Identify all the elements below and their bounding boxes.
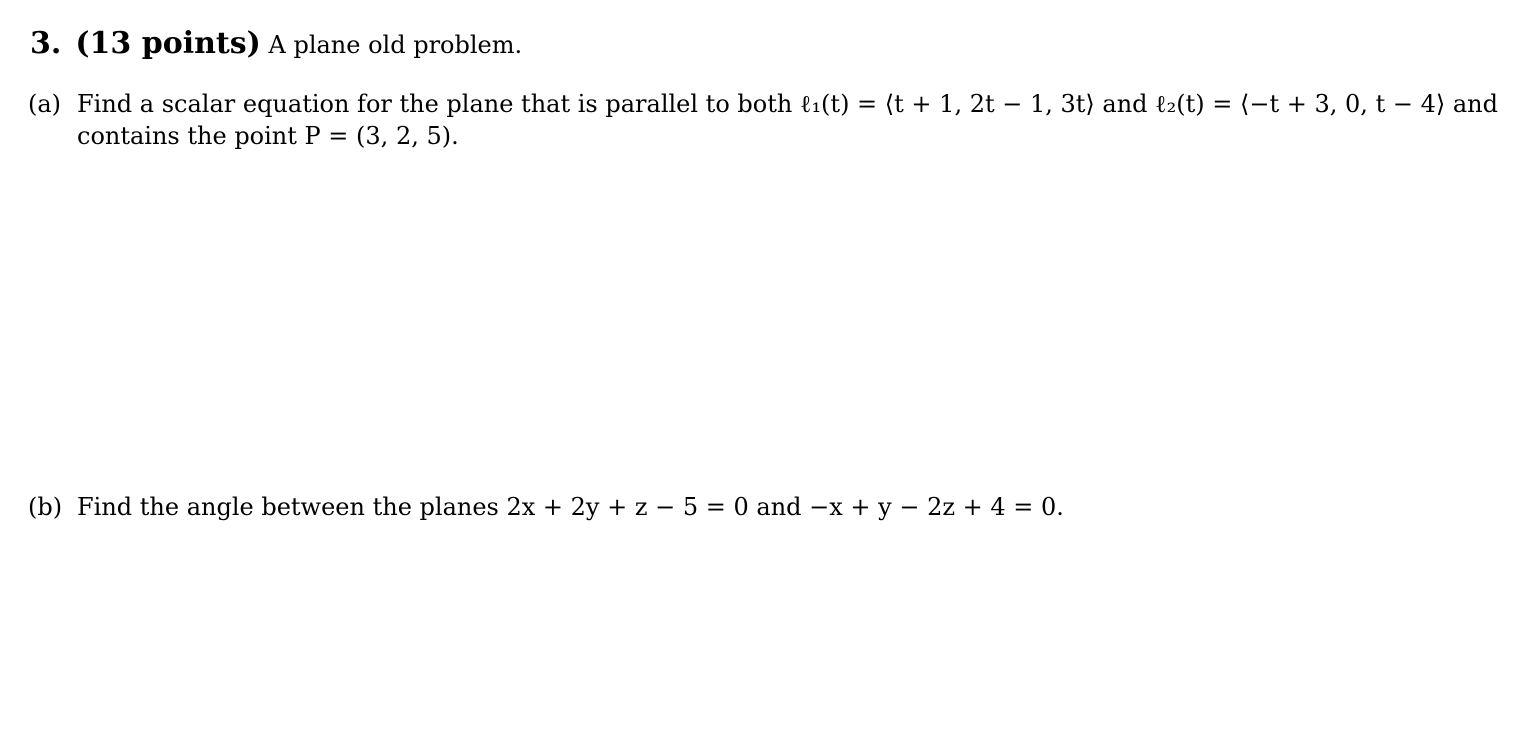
part-a-text xyxy=(77,88,1498,152)
problem-number: 3. xyxy=(30,26,62,61)
problem-title: A plane old problem. xyxy=(268,31,523,59)
part-a-line-1: Find a scalar equation for the plane that is parallel to both ℓ₁(t) = ⟨t + 1, 2t − 1, 3t⟩ and ℓ₂(t) = ⟨−t + 3, 0, t − 4⟩ and xyxy=(77,90,1498,118)
part-b xyxy=(28,491,1064,527)
part-a-label: (a) xyxy=(28,90,62,118)
part-b-label: (b) xyxy=(28,493,63,521)
problem-heading xyxy=(30,26,522,63)
problem-points: (13 points) xyxy=(75,26,261,61)
part-a-line-2: contains the point P = (3, 2, 5). xyxy=(77,122,459,150)
part-b-text: Find the angle between the planes 2x + 2y + z − 5 = 0 and −x + y − 2z + 4 = 0. xyxy=(77,493,1064,521)
part-a xyxy=(28,88,1498,158)
